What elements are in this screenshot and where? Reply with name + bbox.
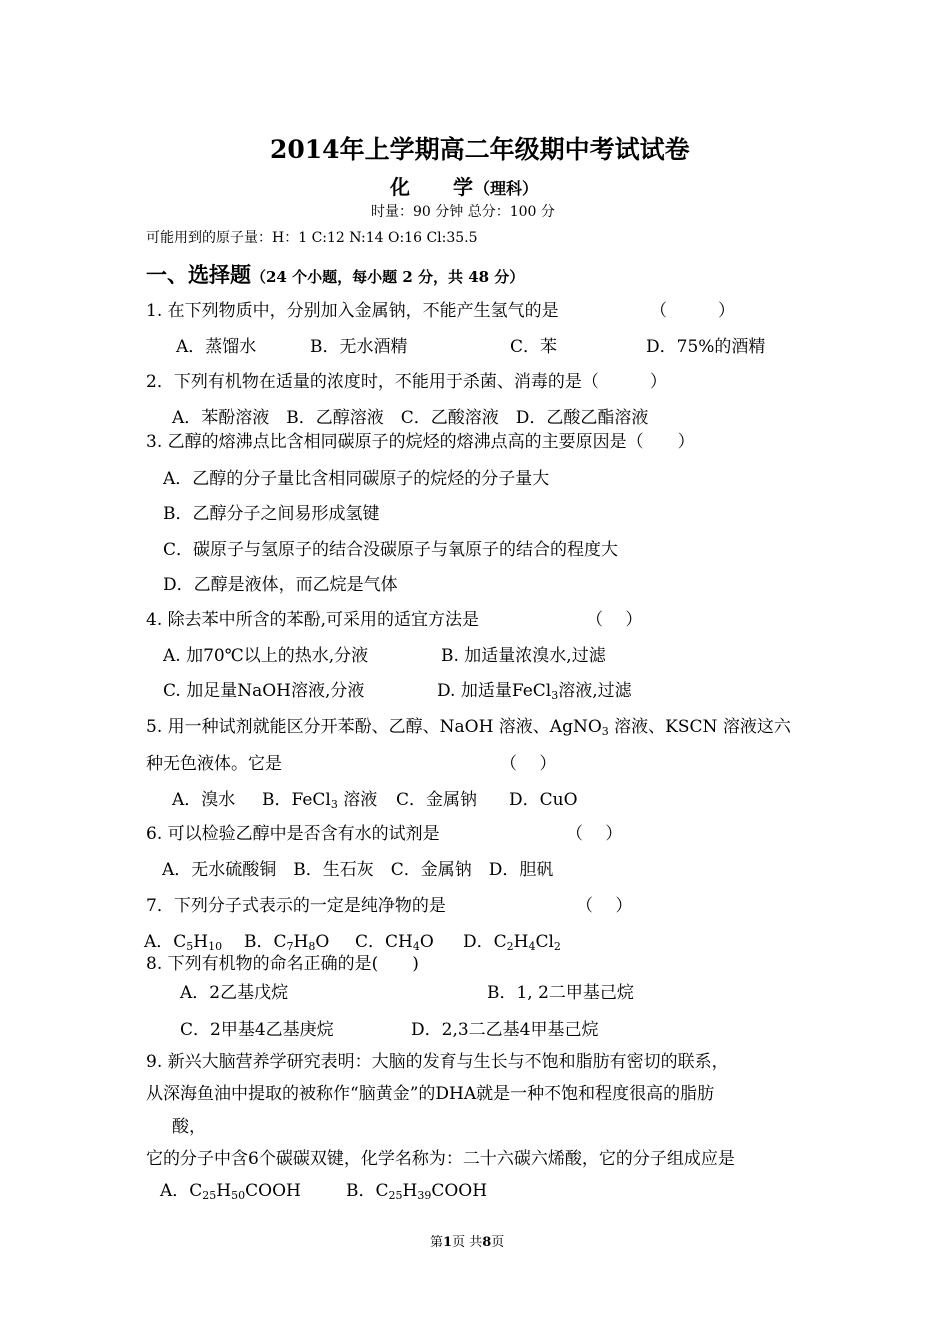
q7d-mid2: Cl [535, 932, 554, 952]
question-1-option-b: B．无水酒精 [310, 337, 408, 357]
question-8-stem: 8. 下列有机物的命名正确的是( ) [146, 954, 419, 974]
question-4-option-d-post: 溶液,过滤 [558, 681, 632, 701]
q7a-sub2: 10 [208, 940, 223, 953]
q7b-sub1: 7 [286, 940, 294, 953]
q9b-mid2: COOH [431, 1181, 488, 1201]
question-5-option-b-pre: B．FeCl [262, 790, 331, 810]
question-5-stem-line1 [146, 716, 791, 738]
q9a-sub2: 50 [231, 1189, 246, 1202]
q7d-sub2: 4 [528, 940, 536, 953]
question-5-option-b [262, 789, 377, 811]
q9b-sub1: 25 [388, 1189, 403, 1202]
question-3-option-c: C．碳原子与氢原子的结合没碳原子与氧原子的结合的程度大 [163, 540, 619, 560]
footer-mid: 页 共 [452, 1235, 483, 1250]
question-4-option-d-pre: D. 加适量FeCl [437, 681, 552, 701]
q7b-mid1: H [293, 932, 309, 952]
question-6-stem: 6. 可以检验乙醇中是否含有水的试剂是 [146, 824, 440, 844]
question-1-answer-paren: （ ） [650, 301, 735, 321]
question-2-stem: 2．下列有机物在适量的浓度时，不能用于杀菌、消毒的是（ ） [146, 372, 667, 392]
footer-post: 页 [491, 1235, 505, 1250]
question-1-option-d: D．75%的酒精 [646, 337, 766, 357]
subject-name: 化 学 [390, 175, 474, 199]
question-9-line4: 它的分子中含6个碳碳双键，化学名称为：二十六碳六烯酸，它的分子组成应是 [146, 1149, 735, 1169]
q7c-mid1: O [419, 932, 434, 952]
q7a-mid1: H [193, 932, 209, 952]
question-8-option-d: D．2,3二乙基4甲基己烷 [411, 1020, 599, 1040]
q7c-sub1: 4 [412, 940, 420, 953]
q7d-sub1: 2 [506, 940, 514, 953]
q7b-mid2: O [315, 932, 330, 952]
question-3-option-b: B．乙醇分子之间易形成氢键 [163, 504, 380, 524]
question-9-line3: 酸， [172, 1117, 206, 1137]
question-7-stem: 7．下列分子式表示的一定是纯净物的是 [146, 896, 446, 916]
q9a-label: A．C [160, 1181, 203, 1201]
question-3-option-d: D．乙醇是液体，而乙烷是气体 [163, 575, 398, 595]
question-5-line1-sub: 3 [601, 725, 609, 738]
question-5-option-d: D．CuO [509, 790, 578, 810]
question-4-stem: 4. 除去苯中所含的苯酚,可采用的适宜方法是 [146, 610, 480, 630]
section-title: 一、选择题 [146, 262, 251, 287]
question-1-option-a: A．蒸馏水 [176, 337, 257, 357]
q7d-label: D．C [463, 932, 507, 952]
question-7-option-b [244, 931, 329, 953]
question-7-answer-paren: （ ） [576, 896, 633, 916]
question-3-stem: 3. 乙醇的熔沸点比含相同碳原子的烷烃的熔沸点高的主要原因是（ ） [146, 432, 695, 452]
question-7-option-c [355, 931, 434, 953]
q7a-sub1: 5 [186, 940, 194, 953]
subject-line [390, 176, 538, 200]
q7d-sub3: 2 [553, 940, 561, 953]
question-5-option-c: C．金属钠 [396, 790, 478, 810]
question-4-answer-paren: （ ） [586, 610, 643, 630]
question-1-option-c: C．苯 [510, 337, 558, 357]
question-9-option-b [346, 1180, 487, 1202]
question-5-line1-pre: 5. 用一种试剂就能区分开苯酚、乙醇、NaOH 溶液、AgNO [146, 717, 602, 737]
question-5-stem-line2: 种无色液体。它是 [146, 754, 282, 774]
page-title: 2014年上学期高二年级期中考试试卷 [270, 135, 690, 164]
question-6-options: A．无水硫酸铜 B．生石灰 C．金属钠 D．胆矾 [162, 860, 554, 880]
q7c-label: C．CH [355, 932, 413, 952]
q9b-mid1: H [402, 1181, 418, 1201]
q7a-label: A．C [144, 932, 187, 952]
question-7-option-a [144, 931, 222, 953]
subject-note: （理科） [474, 179, 539, 198]
section-note: （24 个小题，每小题 2 分，共 48 分） [251, 268, 525, 286]
question-4-option-d-sub: 3 [551, 689, 559, 702]
question-2-options: A．苯酚溶液 B．乙醇溶液 C．乙酸溶液 D．乙酸乙酯溶液 [172, 408, 649, 428]
q7d-mid1: H [513, 932, 529, 952]
question-8-option-b: B．1, 2二甲基己烷 [487, 983, 634, 1003]
question-5-option-b-post: 溶液 [337, 790, 378, 810]
page-footer [430, 1232, 504, 1254]
q7b-sub2: 8 [308, 940, 316, 953]
question-3-option-a: A．乙醇的分子量比含相同碳原子的烷烃的分子量大 [163, 469, 550, 489]
q9a-mid1: H [216, 1181, 232, 1201]
q7b-label: B．C [244, 932, 287, 952]
time-info: 时量：90 分钟 总分：100 分 [371, 204, 555, 220]
question-4-option-b: B. 加适量浓溴水,过滤 [441, 646, 606, 666]
q9b-sub2: 39 [417, 1189, 432, 1202]
question-4-option-a: A. 加70℃以上的热水,分液 [163, 646, 369, 666]
footer-pre: 第 [430, 1235, 444, 1250]
footer-total-pages: 8 [482, 1235, 492, 1250]
question-5-line1-post: 溶液、KSCN 溶液这六 [608, 717, 791, 737]
question-6-answer-paren: （ ） [566, 824, 623, 844]
q9a-mid2: COOH [245, 1181, 301, 1201]
question-5-option-b-sub: 3 [330, 798, 338, 811]
q9b-label: B．C [346, 1181, 389, 1201]
question-7-option-d [463, 931, 561, 953]
question-9-line1: 9. 新兴大脑营养学研究表明：大脑的发育与生长与不饱和脂肪有密切的联系， [146, 1052, 729, 1072]
question-4-option-d [437, 680, 632, 702]
question-9-line2: 从深海鱼油中提取的被称作“脑黄金”的DHA就是一种不饱和程度很高的脂肪 [146, 1084, 715, 1104]
atomic-mass-info: 可能用到的原子量：H：1 C:12 N:14 O:16 Cl:35.5 [146, 230, 478, 246]
question-8-option-a: A．2乙基戊烷 [180, 983, 289, 1003]
question-4-option-c: C. 加足量NaOH溶液,分液 [163, 681, 365, 701]
question-5-option-a: A．溴水 [172, 790, 236, 810]
q9a-sub1: 25 [202, 1189, 217, 1202]
footer-page-number: 1 [443, 1235, 453, 1250]
question-5-answer-paren: （ ） [500, 754, 557, 774]
question-8-option-c: C．2甲基4乙基庚烷 [180, 1020, 334, 1040]
question-1-stem: 1. 在下列物质中，分别加入金属钠，不能产生氢气的是 [146, 301, 559, 321]
section-heading [146, 261, 524, 289]
question-9-option-a [160, 1180, 301, 1202]
